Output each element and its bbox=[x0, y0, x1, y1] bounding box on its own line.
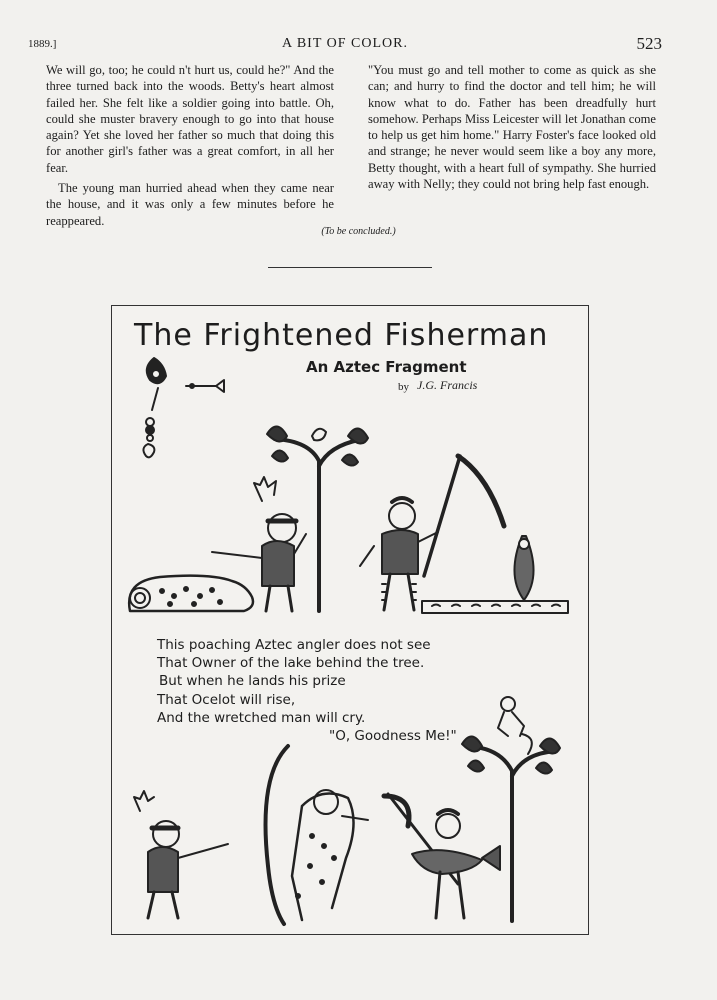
ocelot-lying bbox=[129, 576, 253, 611]
header-title: A BIT OF COLOR. bbox=[282, 36, 408, 51]
illustration-subtitle: An Aztec Fragment bbox=[306, 358, 467, 376]
verse-line: But when he lands his prize bbox=[159, 673, 346, 690]
angler-figure bbox=[360, 456, 504, 610]
tree-right bbox=[462, 736, 560, 921]
artist-signature: J.G. Francis bbox=[417, 378, 478, 392]
verse-line: "O, Goodness Me!" bbox=[329, 728, 457, 745]
warrior-figure bbox=[134, 791, 228, 918]
angler-frightened bbox=[384, 794, 500, 918]
fish-on-hook bbox=[514, 536, 533, 600]
running-header bbox=[28, 34, 662, 54]
verse-line: And the wretched man will cry. bbox=[157, 709, 366, 726]
illustration-title: The Frightened Fisherman bbox=[134, 318, 549, 353]
monkey-figure bbox=[498, 697, 532, 754]
aztec-glyphs bbox=[143, 358, 224, 457]
paragraph: We will go, too; he could n't hurt us, could he?" And the three turned back into the woods. Betty's heart almost failed her. She felt like a soldier going into battle. Oh, could she muster bravery enough to go into that house again? Yet she loved her father so much that doing this for another girl's father was a great comfort, in all her fear. bbox=[46, 63, 334, 175]
verse bbox=[157, 636, 457, 745]
section-divider bbox=[268, 267, 432, 268]
page-number: 523 bbox=[636, 34, 662, 53]
aztec-illustration bbox=[112, 306, 588, 934]
paragraph: "You must go and tell mother to come as quick as she can; and hurry to find the doctor and tell him; he will know what to do. Father has been dreadfully hurt somehow. Perhaps Miss Leicester will let Jonathan come to help us get him home." Harry Foster's face looked old and strange; he never would seem like a boy any more, Betty thought, with a heart full of sympathy. She hurried away with Nelly; they could not bring help fast enough. bbox=[368, 63, 656, 192]
verse-line: That Owner of the lake behind the tree. bbox=[157, 655, 425, 672]
warrior-figure bbox=[212, 477, 306, 611]
paragraph: The young man hurried ahead when they came near the house, and it was only a few minutes before he reappeared. bbox=[46, 181, 334, 228]
right-column bbox=[368, 62, 656, 192]
left-column bbox=[46, 62, 334, 229]
lake-water bbox=[422, 601, 568, 613]
ocelot-standing bbox=[266, 746, 369, 924]
header-year: 1889.] bbox=[28, 38, 57, 50]
continuation-note: (To be concluded.) bbox=[321, 226, 396, 237]
byline-label: by bbox=[398, 381, 409, 393]
verse-line: This poaching Aztec angler does not see bbox=[157, 637, 431, 653]
verse-line: That Ocelot will rise, bbox=[157, 691, 296, 708]
illustration-plate bbox=[111, 305, 589, 935]
